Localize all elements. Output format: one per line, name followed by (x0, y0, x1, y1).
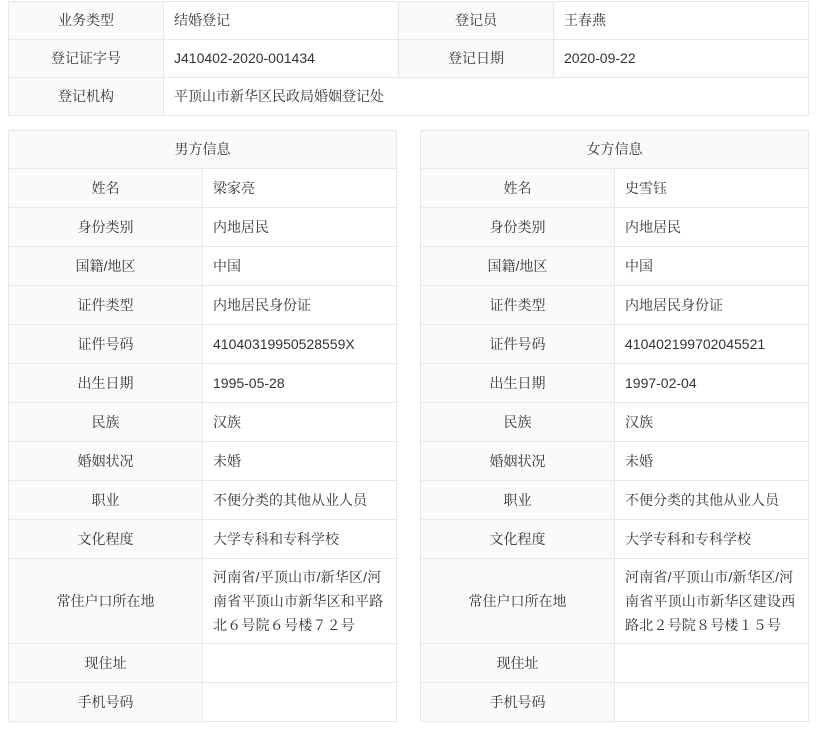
table-row (9, 40, 809, 78)
male-value-birth-date: 1995-05-28 (203, 364, 397, 403)
male-value-mobile-number (203, 683, 397, 722)
female-label-name: 姓名 (421, 169, 615, 208)
female-label-nationality: 国籍/地区 (421, 247, 615, 286)
male-label-education: 文化程度 (9, 520, 203, 559)
table-row (421, 247, 809, 286)
table-row (9, 481, 397, 520)
summary-label-certificate-number: 登记证字号 (9, 40, 164, 78)
female-value-nationality: 中国 (615, 247, 809, 286)
female-label-document-number: 证件号码 (421, 325, 615, 364)
female-label-ethnicity: 民族 (421, 403, 615, 442)
female-value-mobile-number (615, 683, 809, 722)
summary-value-certificate-number: J410402-2020-001434 (164, 40, 399, 78)
male-panel-title: 男方信息 (9, 131, 397, 169)
female-value-birth-date: 1997-02-04 (615, 364, 809, 403)
male-value-nationality: 中国 (203, 247, 397, 286)
male-info-table (8, 130, 397, 722)
table-row (9, 169, 397, 208)
male-value-identity-category: 内地居民 (203, 208, 397, 247)
female-value-education: 大学专科和专科学校 (615, 520, 809, 559)
female-label-mobile-number: 手机号码 (421, 683, 615, 722)
table-row (421, 442, 809, 481)
table-row (421, 169, 809, 208)
table-row (421, 325, 809, 364)
male-label-birth-date: 出生日期 (9, 364, 203, 403)
table-row (9, 364, 397, 403)
male-value-document-type: 内地居民身份证 (203, 286, 397, 325)
summary-label-registration-date: 登记日期 (399, 40, 554, 78)
table-row (9, 644, 397, 683)
summary-table (8, 1, 809, 116)
table-row (421, 683, 809, 722)
female-label-education: 文化程度 (421, 520, 615, 559)
table-row (421, 644, 809, 683)
female-panel-title: 女方信息 (421, 131, 809, 169)
male-label-name: 姓名 (9, 169, 203, 208)
table-row-header (9, 131, 397, 169)
table-row (9, 442, 397, 481)
table-row (9, 559, 397, 644)
table-row (421, 559, 809, 644)
summary-label-registration-agency: 登记机构 (9, 78, 164, 116)
female-value-document-type: 内地居民身份证 (615, 286, 809, 325)
female-value-occupation: 不便分类的其他从业人员 (615, 481, 809, 520)
marriage-registration-record (0, 1, 817, 722)
female-label-occupation: 职业 (421, 481, 615, 520)
female-label-birth-date: 出生日期 (421, 364, 615, 403)
table-row (421, 364, 809, 403)
female-value-identity-category: 内地居民 (615, 208, 809, 247)
female-value-marital-status: 未婚 (615, 442, 809, 481)
female-info-panel (420, 130, 809, 722)
summary-value-registration-date: 2020-09-22 (554, 40, 809, 78)
male-label-marital-status: 婚姻状况 (9, 442, 203, 481)
female-label-identity-category: 身份类别 (421, 208, 615, 247)
male-value-occupation: 不便分类的其他从业人员 (203, 481, 397, 520)
table-row (421, 403, 809, 442)
table-row (9, 403, 397, 442)
summary-label-registrar: 登记员 (399, 2, 554, 40)
female-value-current-address (615, 644, 809, 683)
table-row (421, 481, 809, 520)
male-label-nationality: 国籍/地区 (9, 247, 203, 286)
female-value-household-address: 河南省/平顶山市/新华区/河南省平顶山市新华区建设西路北２号院８号楼１５号 (615, 559, 809, 644)
male-value-household-address: 河南省/平顶山市/新华区/河南省平顶山市新华区和平路北６号院６号楼７２号 (203, 559, 397, 644)
male-value-document-number: 41040319950528559X (203, 325, 397, 364)
table-row (9, 208, 397, 247)
table-row (9, 247, 397, 286)
female-value-name: 史雪钰 (615, 169, 809, 208)
table-row (9, 2, 809, 40)
female-value-ethnicity: 汉族 (615, 403, 809, 442)
female-value-document-number: 410402199702045521 (615, 325, 809, 364)
male-label-document-type: 证件类型 (9, 286, 203, 325)
male-value-marital-status: 未婚 (203, 442, 397, 481)
table-row-header (421, 131, 809, 169)
male-info-panel (8, 130, 397, 722)
table-row (9, 286, 397, 325)
female-info-table (420, 130, 809, 722)
summary-value-registration-agency: 平顶山市新华区民政局婚姻登记处 (164, 78, 809, 116)
table-row (421, 208, 809, 247)
female-label-current-address: 现住址 (421, 644, 615, 683)
male-label-household-address: 常住户口所在地 (9, 559, 203, 644)
male-value-name: 梁家亮 (203, 169, 397, 208)
male-value-current-address (203, 644, 397, 683)
table-row (9, 683, 397, 722)
table-row (421, 286, 809, 325)
female-label-document-type: 证件类型 (421, 286, 615, 325)
male-label-ethnicity: 民族 (9, 403, 203, 442)
male-label-identity-category: 身份类别 (9, 208, 203, 247)
table-row (9, 520, 397, 559)
table-row (9, 78, 809, 116)
table-row (9, 325, 397, 364)
male-value-education: 大学专科和专科学校 (203, 520, 397, 559)
party-details-section (0, 116, 817, 722)
male-label-document-number: 证件号码 (9, 325, 203, 364)
female-label-marital-status: 婚姻状况 (421, 442, 615, 481)
male-value-ethnicity: 汉族 (203, 403, 397, 442)
table-row (421, 520, 809, 559)
male-label-occupation: 职业 (9, 481, 203, 520)
summary-value-business-type: 结婚登记 (164, 2, 399, 40)
summary-value-registrar: 王春燕 (554, 2, 809, 40)
female-label-household-address: 常住户口所在地 (421, 559, 615, 644)
summary-section (0, 1, 817, 116)
male-label-mobile-number: 手机号码 (9, 683, 203, 722)
summary-label-business-type: 业务类型 (9, 2, 164, 40)
male-label-current-address: 现住址 (9, 644, 203, 683)
